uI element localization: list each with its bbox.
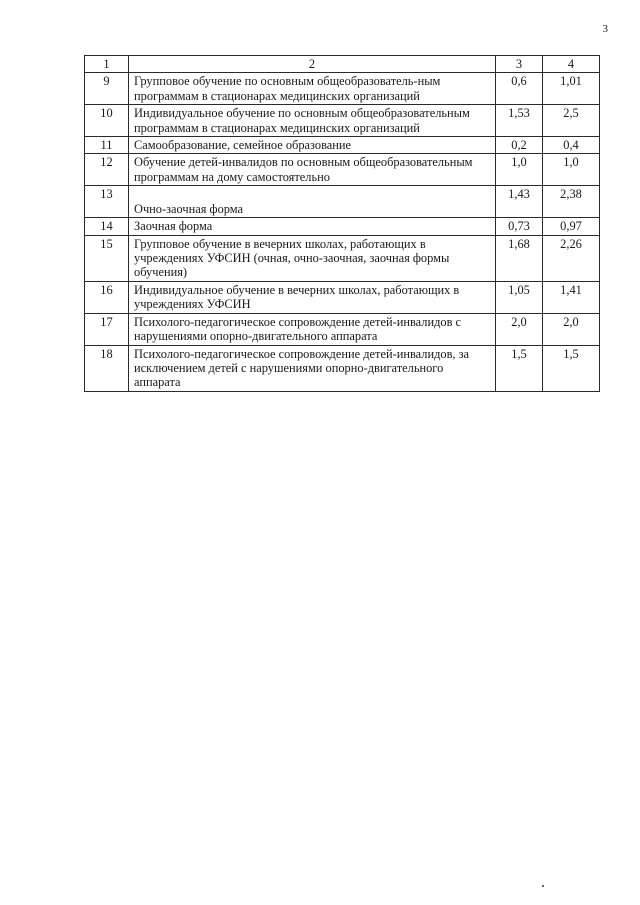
row-number: 9 — [85, 73, 129, 105]
table-row — [85, 345, 600, 391]
table-row — [85, 73, 600, 105]
table-row — [85, 105, 600, 137]
table-row — [85, 218, 600, 235]
scan-speck — [542, 885, 544, 887]
header-col-4: 4 — [543, 56, 600, 73]
coefficients-table — [84, 55, 600, 392]
row-value-col-3: 1,5 — [496, 345, 543, 391]
header-col-2: 2 — [129, 56, 496, 73]
row-number: 16 — [85, 281, 129, 313]
row-number: 13 — [85, 186, 129, 218]
row-value-col-3: 2,0 — [496, 313, 543, 345]
page-number: 3 — [602, 23, 608, 35]
row-number: 14 — [85, 218, 129, 235]
row-value-col-4: 2,38 — [543, 186, 600, 218]
row-value-col-4: 1,0 — [543, 154, 600, 186]
row-value-col-4: 2,26 — [543, 235, 600, 281]
row-description: Индивидуальное обучение по основным общеобразовательным программам в стационарах медицинских организаций — [129, 105, 496, 137]
row-number: 12 — [85, 154, 129, 186]
row-value-col-4: 2,0 — [543, 313, 600, 345]
row-description: Индивидуальное обучение в вечерних школах, работающих в учреждениях УФСИН — [129, 281, 496, 313]
row-description: Групповое обучение по основным общеобразователь-ным программам в стационарах медицинских организаций — [129, 73, 496, 105]
row-number: 17 — [85, 313, 129, 345]
row-value-col-3: 1,68 — [496, 235, 543, 281]
row-value-col-3: 1,53 — [496, 105, 543, 137]
row-value-col-3: 0,73 — [496, 218, 543, 235]
row-description: Психолого-педагогическое сопровождение детей-инвалидов с нарушениями опорно-двигательного аппарата — [129, 313, 496, 345]
row-value-col-3: 0,6 — [496, 73, 543, 105]
table-row — [85, 235, 600, 281]
row-value-col-4: 2,5 — [543, 105, 600, 137]
row-number: 10 — [85, 105, 129, 137]
table-row — [85, 186, 600, 218]
row-description: Заочная форма — [129, 218, 496, 235]
row-description: Групповое обучение в вечерних школах, работающих в учреждениях УФСИН (очная, очно-заочная, заочная формы обучения) — [129, 235, 496, 281]
row-value-col-3: 1,0 — [496, 154, 543, 186]
header-col-1: 1 — [85, 56, 129, 73]
row-description: Обучение детей-инвалидов по основным общеобразовательным программам на дому самостоятельно — [129, 154, 496, 186]
row-number: 18 — [85, 345, 129, 391]
row-description: Очно-заочная форма — [129, 186, 496, 218]
table-header-row — [85, 56, 600, 73]
row-value-col-3: 1,05 — [496, 281, 543, 313]
header-col-3: 3 — [496, 56, 543, 73]
table-row — [85, 137, 600, 154]
row-number: 11 — [85, 137, 129, 154]
row-value-col-4: 0,97 — [543, 218, 600, 235]
table-row — [85, 313, 600, 345]
row-value-col-4: 1,5 — [543, 345, 600, 391]
row-value-col-4: 1,01 — [543, 73, 600, 105]
row-value-col-3: 1,43 — [496, 186, 543, 218]
row-number: 15 — [85, 235, 129, 281]
row-value-col-3: 0,2 — [496, 137, 543, 154]
table-row — [85, 281, 600, 313]
row-value-col-4: 1,41 — [543, 281, 600, 313]
row-description: Психолого-педагогическое сопровождение детей-инвалидов, за исключением детей с нарушениями опорно-двигательного аппарата — [129, 345, 496, 391]
row-description: Самообразование, семейное образование — [129, 137, 496, 154]
table-row — [85, 154, 600, 186]
row-value-col-4: 0,4 — [543, 137, 600, 154]
